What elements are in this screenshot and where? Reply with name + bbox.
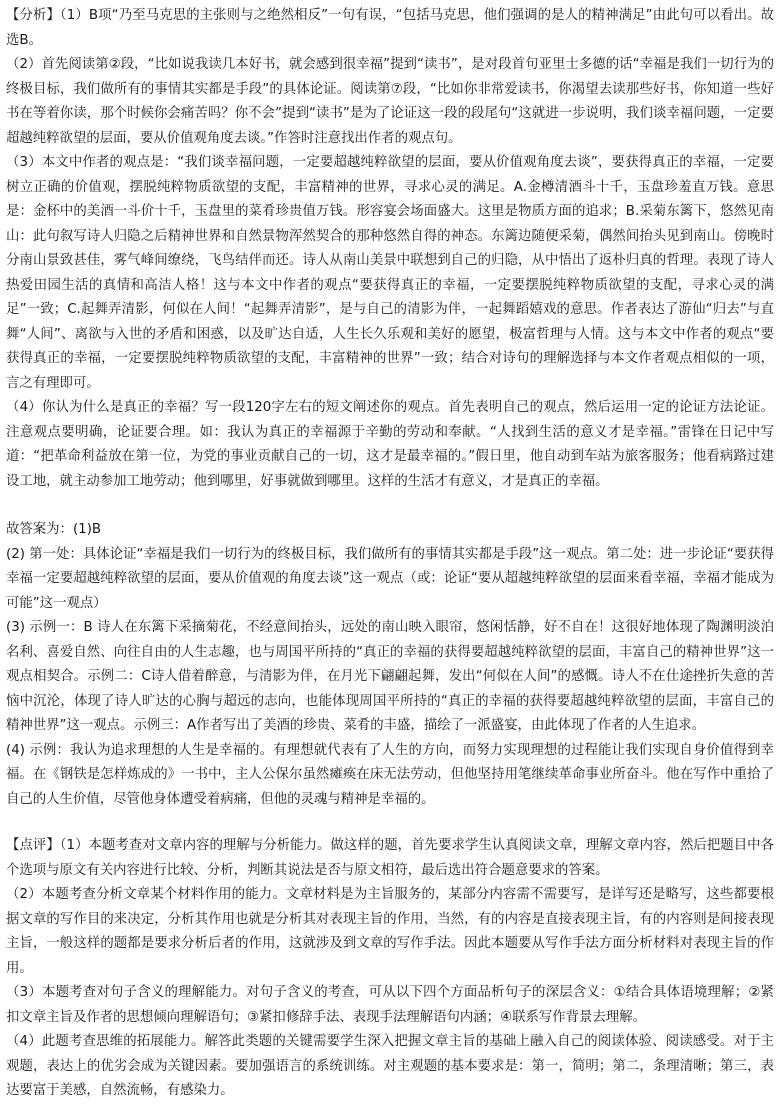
comment-section — [6, 834, 774, 1104]
analysis-section — [6, 4, 774, 494]
answer-paragraph-4: (4) 示例：我认为追求理想的人生是幸福的。有理想就代表有了人生的方向，而努力实现理想的过程能让我们实现自身价值得到幸福。在《钢铁是怎样炼成的》一书中，主人公保尔虽然瘫痪在床无法劳动，但他坚持用笔继续革命事业所奋斗。他在写作中重拾了自己的人生价值，尽管他身体遭受着病痛，但他的灵魂与精神是幸福的。 — [6, 742, 774, 807]
answer-paragraph-2: (2) 第一处：具体论证“幸福是我们一切行为的终极目标，我们做所有的事情其实都是手段”这一观点。第二处：进一步论证“要获得幸福一定要超越纯粹欲望的层面，要从价值观的角度去谈”这一观点（或：论证“要从超越纯粹欲望的层面来看幸福，幸福才能成为可能”这一观点） — [6, 546, 774, 611]
spacer — [6, 494, 774, 518]
analysis-paragraph-1: 【分析】（1）B项“乃至马克思的主张则与之绝然相反”一句有误，“包括马克思，他们强调的是人的精神满足”由此句可以看出。故选B。 — [6, 8, 774, 48]
comment-paragraph-1: 【点评】（1）本题考查对文章内容的理解与分析能力。做这样的题，首先要求学生认真阅读文章，理解文章内容，然后把题目中各个选项与原文有关内容进行比较、分析，判断其说法是否与原文相符，最后选出符合题意要求的答案。 — [6, 838, 774, 878]
comment-paragraph-2: （2）本题考查分析文章某个材料作用的能力。文章材料是为主旨服务的，某部分内容需不需要写，是详写还是略写，这些都要根据文章的写作目的来决定，分析其作用也就是分析其对表现主旨的作用，当然，有的内容是直接表现主旨，有的内容则是间接表现主旨，一般这样的题都是要求分析后者的作用，这就涉及到文章的写作手法。因此本题要从写作手法方面分析材料对表现主旨的作用。 — [6, 887, 774, 976]
analysis-paragraph-2: （2）首先阅读第②段，“比如说我读几本好书，就会感到很幸福”提到“读书”，是对段首句亚里士多德的话“幸福是我们一切行为的终极目标，我们做所有的事情其实都是手段”的具体论证。阅读第⑦段，“比如你非常爱读书，你渴望去读那些好书，你知道一些好书在等着你读，那个时候你会痛苦吗？你不会”提到“读书”是为了论证这一段的段尾句“这就进一步说明，我们谈幸福问题，一定要超越纯粹欲望的层面，要从价值观角度去谈。”作答时注意找出作者的观点句。 — [6, 57, 774, 146]
analysis-paragraph-4: （4）你认为什么是真正的幸福？写一段120字左右的短文阐述你的观点。首先表明自己的观点，然后运用一定的论证方法论证。注意观点要明确，论证要合理。如：我认为真正的幸福源于辛勤的劳动和奉献。“人找到生活的意义才是幸福。”雷锋在日记中写道：“把革命利益放在第一位，为党的事业贡献自己的一切，这才是最幸福的。”假日里，他自动到车站为旅客服务；他看病路过建设工地，就主动参加工地劳动；他到哪里，好事就做到哪里。这样的生活才有意义，才是真正的幸福。 — [6, 400, 774, 489]
comment-paragraph-4: （4）此题考查思维的拓展能力。解答此类题的关键需要学生深入把握文章主旨的基础上融入自己的阅读体验、阅读感受。对于主观题，表达上的优劣会成为关键因素。要加强语言的系统训练。对主观题的基本要求是：第一，简明；第二，条理清晰；第三，表达要富于美感，自然流畅，有感染力。 — [6, 1034, 774, 1098]
analysis-paragraph-3: （3）本文中作者的观点是：“我们谈幸福问题，一定要超越纯粹欲望的层面，要从价值观角度去谈”，要获得真正的幸福，一定要树立正确的价值观，摆脱纯粹物质欲望的支配，丰富精神的世界，寻求心灵的满足。A.金樽清酒斗十千，玉盘珍羞直万钱。意思是：金杯中的美酒一斗价十千，玉盘里的菜肴珍贵值万钱。形容宴会场面盛大。这里是物质方面的追求；B.采菊东篱下，悠然见南山：此句叙写诗人归隐之后精神世界和自然景物浑然契合的那种悠然自得的神态。东篱边随便采菊，偶然间抬头见到南山。傍晚时分南山景致甚佳，雾气峰间缭绕，飞鸟结伴而还。诗人从南山美景中联想到自己的归隐，从中悟出了返朴归真的哲理。表现了诗人热爱田园生活的真情和高洁人格！这与本文中作者的观点“要获得真正的幸福，一定要摆脱纯粹物质欲望的支配，寻求心灵的满足”一致；C.起舞弄清影，何似在人间！“起舞弄清影”，是与自己的清影为伴，一起舞蹈嬉戏的意思。作者表达了游仙“归去”与直舞“人间”、离欲与入世的矛盾和困惑，以及旷达自适，人生长久乐观和美好的愿望，极富哲理与人情。这与本文中作者的观点“要获得真正的幸福，一定要摆脱纯粹物质欲望的支配，丰富精神的世界”一致；结合对诗句的理解选择与本文作者观点相似的一项，言之有理即可。 — [6, 155, 774, 391]
answer-section — [6, 518, 774, 812]
spacer — [6, 812, 774, 834]
answer-heading: 故答案为：(1)B — [6, 522, 102, 537]
comment-paragraph-3: （3）本题考查对句子含义的理解能力。对句子含义的考查，可从以下四个方面品析句子的深层含义：①结合具体语境理解；②紧扣文章主旨及作者的思想倾向理解语句；③紧扣修辞手法、表现手法理解语句内涵；④联系写作背景去理解。 — [6, 985, 774, 1025]
answer-paragraph-3: (3) 示例一：B 诗人在东篱下采摘菊花，不经意间抬头，远处的南山映入眼帘，悠闲恬静，好不自在！这很好地体现了陶渊明淡泊名利、喜爱自然、向往自由的人生志趣，也与周国平所持的“真正的幸福的获得要超越纯粹欲望的层面，丰富自己的精神世界”这一观点相契合。示例二：C诗人借着醉意，与清影为伴，在月光下翩翩起舞，发出“何似在人间”的感慨。诗人不在仕途挫折失意的苦恼中沉沦，体现了诗人旷达的心胸与超远的志向，也能体现周国平所持的“真正的幸福的获得要超越纯粹欲望的层面，丰富自己的精神世界”这一观点。示例三：A作者写出了美酒的珍贵、菜肴的丰盛，描绘了一派盛宴，由此体现了作者的人生追求。 — [6, 620, 774, 733]
